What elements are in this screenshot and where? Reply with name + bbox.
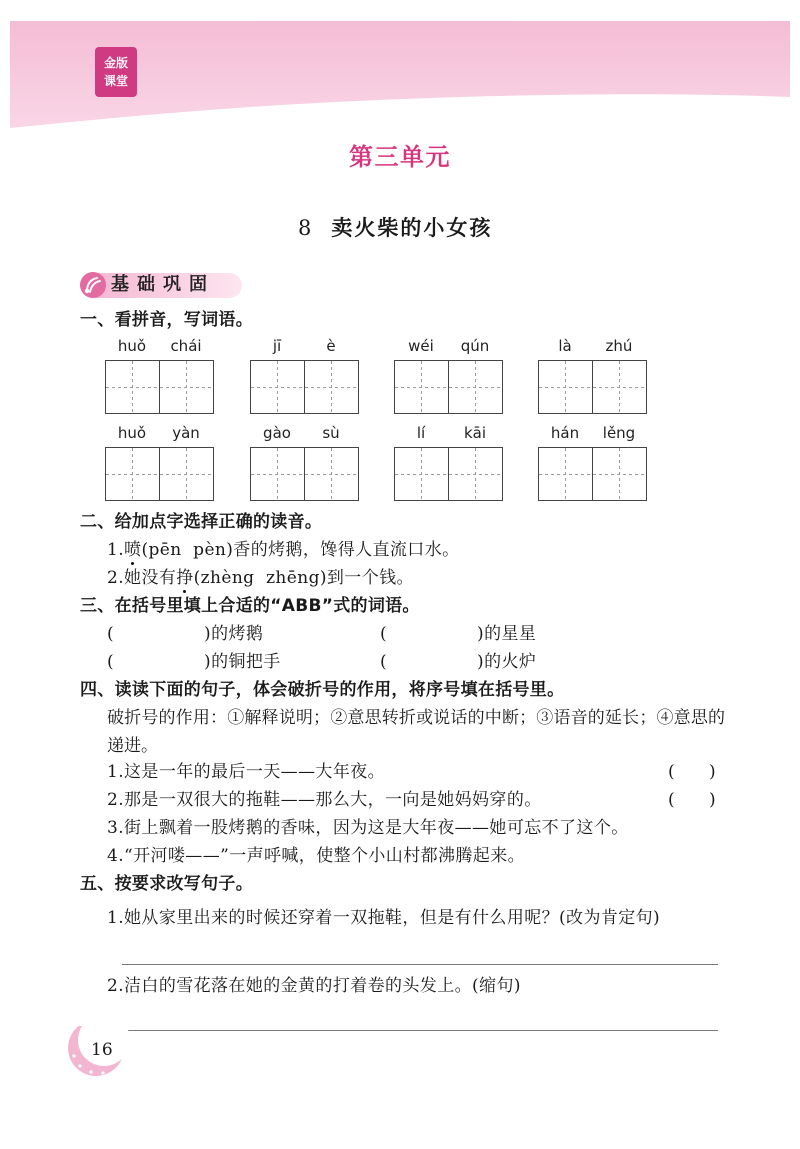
q5-item: 1.她从家里出来的时候还穿着一双拖鞋，但是有什么用呢？(改为肯定句) [107, 908, 661, 928]
unit-title: 第三单元 [349, 143, 451, 171]
tianzige-box [159, 447, 214, 501]
tianzige-box [592, 360, 647, 414]
pinyin-label: hán [550, 424, 580, 442]
pinyin-word-group [394, 337, 502, 414]
pinyin-label: chái [170, 337, 202, 355]
lesson-number: 8 [298, 216, 314, 240]
q4-item: 2.那是一双很大的拖鞋——那么大，一向是她妈妈穿的。 [107, 790, 542, 810]
fill-blank-text: 的火炉 [484, 652, 537, 672]
fill-blank-item [107, 652, 281, 672]
bracket-open: ( [668, 790, 676, 810]
tianzige-box [538, 447, 593, 501]
pinyin-label: lí [416, 424, 426, 442]
q2-item-text: (pēn pèn)香的烤鹅，馋得人直流口水。 [141, 540, 460, 560]
tianzige-box [250, 360, 305, 414]
pinyin-word-group [394, 424, 502, 501]
q4-item: 4.“开河喽——”一声呼喊，使整个小山村都沸腾起来。 [107, 846, 526, 866]
pinyin-label: kāi [463, 424, 487, 442]
fill-blank-text: 的铜把手 [211, 652, 281, 672]
pinyin-word-group [538, 337, 646, 414]
publisher-logo [95, 47, 137, 97]
q4-item: 3.街上飘着一股烤鹅的香味，因为这是大年夜——她可忘不了这个。 [107, 818, 629, 838]
blank-close-paren: ) [204, 652, 212, 672]
blank-open-paren: ( [107, 624, 115, 644]
page-number: 16 [91, 1040, 113, 1060]
q3-heading: 三、在括号里填上合适的“ABB”式的词语。 [80, 596, 420, 616]
tianzige-box [448, 447, 503, 501]
pinyin-label: là [558, 337, 572, 355]
pinyin-word-group [538, 424, 646, 501]
tianzige-box [448, 360, 503, 414]
lesson-name: 卖火柴的小女孩 [331, 216, 493, 240]
banner-icon [78, 270, 108, 300]
pinyin-word-group [250, 337, 358, 414]
logo-text-top: 金版 [103, 56, 128, 70]
q5-heading: 五、按要求改写句子。 [80, 874, 253, 894]
pinyin-word-group [105, 337, 213, 414]
bracket-open: ( [668, 762, 676, 782]
tianzige-box [105, 447, 160, 501]
answer-bracket [668, 790, 716, 810]
fill-blank-item [380, 652, 536, 672]
q4-item: 1.这是一年的最后一天——大年夜。 [107, 762, 386, 782]
q2-item [107, 568, 414, 588]
fill-blank-item [380, 624, 536, 644]
pinyin-label: huǒ [117, 424, 147, 442]
logo-text-bottom: 课堂 [103, 74, 128, 88]
tianzige-box [304, 360, 359, 414]
blank-close-paren: ) [477, 624, 485, 644]
q4-explanation: 破折号的作用：①解释说明；②意思转折或说话的中断；③语音的延长；④意思的递进。 [107, 708, 725, 756]
answer-bracket [668, 762, 716, 782]
fill-blank-text: 的星星 [484, 624, 537, 644]
tianzige-box [304, 447, 359, 501]
pinyin-label: jī [272, 337, 282, 355]
tianzige-box [394, 360, 449, 414]
bracket-close: ) [709, 790, 717, 810]
pinyin-label: zhú [605, 337, 633, 355]
bracket-close: ) [709, 762, 717, 782]
pinyin-label: huǒ [117, 337, 147, 355]
pinyin-word-group [250, 424, 358, 501]
q5-item: 2.洁白的雪花落在她的金黄的打着卷的头发上。(缩句) [107, 976, 521, 996]
q2-heading: 二、给加点字选择正确的读音。 [80, 512, 323, 532]
answer-line [122, 964, 718, 965]
tianzige-box [159, 360, 214, 414]
tianzige-box [538, 360, 593, 414]
tianzige-box [250, 447, 305, 501]
blank-close-paren: ) [477, 652, 485, 672]
blank-close-paren: ) [204, 624, 212, 644]
pinyin-label: sù [322, 424, 340, 442]
tianzige-box [394, 447, 449, 501]
pinyin-label: qún [460, 337, 490, 355]
q1-heading: 一、看拼音，写词语。 [80, 310, 253, 330]
blank-open-paren: ( [380, 652, 388, 672]
fill-blank-item [107, 624, 263, 644]
blank-open-paren: ( [107, 652, 115, 672]
pinyin-label: yàn [172, 424, 200, 442]
dotted-character: 喷 [124, 540, 142, 560]
fill-blank-text: 的烤鹅 [211, 624, 264, 644]
pinyin-label: è [326, 337, 336, 355]
q2-item [107, 540, 460, 560]
pinyin-word-group [105, 424, 213, 501]
tianzige-box [105, 360, 160, 414]
q4-heading: 四、读读下面的句子，体会破折号的作用，将序号填在括号里。 [80, 680, 565, 700]
pinyin-label: lěng [602, 424, 636, 442]
tianzige-box [592, 447, 647, 501]
blank-open-paren: ( [380, 624, 388, 644]
dotted-character: 挣 [176, 568, 194, 588]
pinyin-label: gào [263, 424, 291, 442]
answer-line [122, 1030, 718, 1031]
lesson-title [298, 212, 492, 242]
q2-item-prefix: 1. [107, 540, 125, 560]
q2-item-prefix: 2.她没有 [107, 568, 177, 588]
q2-item-text: (zhèng zhēng)到一个钱。 [193, 568, 414, 588]
section-banner-label: 基础巩固 [111, 274, 215, 295]
pinyin-label: wéi [408, 337, 434, 355]
